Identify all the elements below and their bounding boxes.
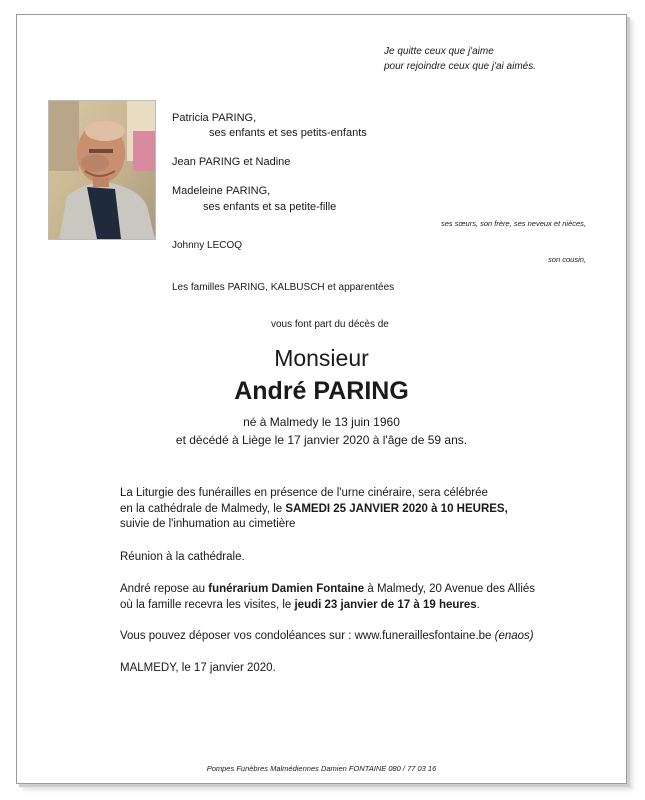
condolences-text: Vous pouvez déposer vos condoléances sur : www.funeraillesfontaine.be — [120, 630, 495, 642]
family-siblings-note: ses sœurs, son frère, ses neveux et nièces, — [440, 219, 586, 228]
portrait-image — [49, 101, 155, 239]
liturgy-line-1: La Liturgie des funérailles en présence de l'urne cinéraire, sera célébrée — [120, 487, 488, 499]
funerarium-text-a: André repose au — [120, 583, 209, 595]
funerarium-line-2 — [120, 598, 480, 612]
announcement: vous font part du décès de — [271, 319, 389, 330]
visits-period: . — [476, 599, 480, 611]
visits-date: jeudi 23 janvier de 17 à 19 heures — [294, 599, 477, 611]
condolences-line — [120, 629, 534, 643]
family-cousin-note: son cousin, — [548, 255, 586, 264]
poem-line-1: Je quitte ceux que j'aime — [384, 46, 494, 57]
liturgy-line-2-text: en la cathédrale de Malmedy, le — [120, 503, 286, 515]
family-johnny: Johnny LECOQ — [172, 240, 243, 251]
funerarium-name: funérarium Damien Fontaine — [208, 583, 365, 595]
portrait-photo — [48, 100, 156, 240]
family-patricia: Patricia PARING, — [172, 112, 257, 124]
family-related: Les familles PARING, KALBUSCH et apparentées — [172, 282, 395, 293]
visits-text: où la famille recevra les visites, le — [120, 599, 295, 611]
honorific: Monsieur — [274, 345, 369, 371]
liturgy-line-3: suivie de l'inhumation au cimetière — [120, 518, 296, 530]
family-madeleine: Madeleine PARING, — [172, 185, 271, 197]
funerarium-line-1 — [120, 582, 535, 596]
family-jean: Jean PARING et Nadine — [172, 156, 291, 168]
funerarium-address: à Malmedy, 20 Avenue des Alliés — [364, 583, 536, 595]
deceased-name: André PARING — [234, 377, 409, 405]
reunion-text: Réunion à la cathédrale. — [120, 551, 245, 563]
family-patricia-children: ses enfants et ses petits-enfants — [209, 127, 367, 139]
birth-line: né à Malmedy le 13 juin 1960 — [243, 415, 400, 429]
liturgy-line-2 — [120, 502, 508, 516]
obituary-page — [16, 14, 627, 784]
ceremony-date: SAMEDI 25 JANVIER 2020 à 10 HEURES, — [285, 503, 508, 515]
family-madeleine-children: ses enfants et sa petite-fille — [203, 201, 337, 213]
condolences-tag: (enaos) — [494, 630, 534, 642]
dateline: MALMEDY, le 17 janvier 2020. — [120, 662, 276, 674]
poem-line-2: pour rejoindre ceux que j'ai aimés. — [384, 61, 536, 72]
death-line: et décédé à Liège le 17 janvier 2020 à l'âge de 59 ans. — [175, 433, 468, 447]
footer-funeral-home: Pompes Funèbres Malmédiennes Damien FONTAINE 080 / 77 03 16 — [206, 764, 437, 773]
